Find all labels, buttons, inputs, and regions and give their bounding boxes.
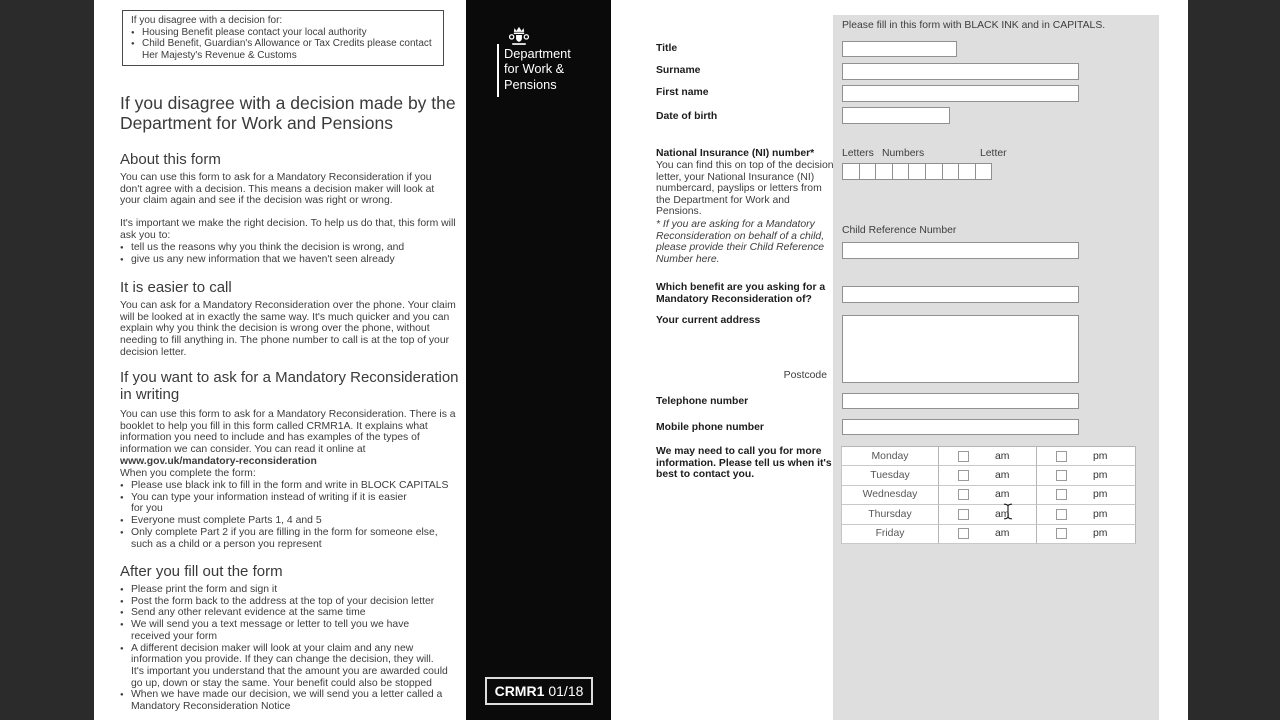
benefit-input[interactable] <box>842 286 1079 303</box>
gov-uk-link: www.gov.uk/mandatory-reconsideration <box>120 456 317 467</box>
thursday-am-label: am <box>995 508 1010 520</box>
tuesday-am-cell <box>939 466 1037 485</box>
tuesday-pm-cell <box>1037 466 1136 485</box>
after-bullet-1: ● Please print the form and sign it <box>120 584 456 596</box>
writing-bullet-2: ● You can type your information instead of writing if it is easier for you <box>120 492 420 515</box>
logo-vertical-rule <box>497 44 499 97</box>
monday-pm-cell <box>1037 447 1136 466</box>
address-input[interactable] <box>842 315 1079 383</box>
notice-bullet-housing: ● Housing Benefit please contact your local authority <box>131 27 437 39</box>
address-label: Your current address <box>656 315 761 326</box>
ni-cell-3[interactable] <box>875 163 893 180</box>
day-label-wednesday: Wednesday <box>842 486 939 505</box>
ni-letters-header: Letters <box>842 148 874 159</box>
disagree-notice-box <box>122 10 444 66</box>
page-title: If you disagree with a decision made by the Department for Work and Pensions <box>120 93 456 133</box>
friday-pm-cell <box>1037 525 1136 544</box>
dob-label: Date of birth <box>656 111 718 122</box>
after-bullet-4: ● We will send you a text message or letter to tell you we have received your form <box>120 619 430 642</box>
wednesday-pm-label: pm <box>1093 489 1108 501</box>
benefit-label: Which benefit are you asking for a Mandatory Reconsideration of? <box>656 282 826 305</box>
friday-am-cell <box>939 525 1037 544</box>
page-right <box>611 0 1188 720</box>
about-bullets <box>120 242 456 265</box>
postcode-label: Postcode <box>783 370 827 381</box>
wednesday-am-cell <box>939 486 1037 505</box>
friday-pm-checkbox[interactable] <box>1056 528 1067 539</box>
writing-heading: If you want to ask for a Mandatory Reconsideration in writing <box>120 369 459 403</box>
ni-cell-5[interactable] <box>908 163 926 180</box>
thursday-pm-cell <box>1037 505 1136 524</box>
page-left <box>94 0 466 720</box>
wednesday-pm-cell <box>1037 486 1136 505</box>
child-ref-input[interactable] <box>842 242 1079 259</box>
monday-am-checkbox[interactable] <box>958 451 969 462</box>
writing-bullet-4: ● Only complete Part 2 if you are filling in the form for someone else, such as a child or a person you represent <box>120 527 456 550</box>
dwp-line-2: for Work & <box>504 61 565 77</box>
writing-bullet-3: ● Everyone must complete Parts 1, 4 and 5 <box>120 515 456 527</box>
after-bullet-6: ● When we have made our decision, we will send you a letter called a Mandatory Reconsideration Notice <box>120 689 456 712</box>
letterbox-right <box>1188 0 1280 720</box>
form-code-box <box>485 677 593 705</box>
contact-time-note: We may need to call you for more information. Please tell us when it's best to contact you. <box>656 446 832 481</box>
ni-number-boxes[interactable] <box>842 163 992 180</box>
thursday-am-cell <box>939 505 1037 524</box>
writing-paragraph-2: When you complete the form: <box>120 468 256 479</box>
tuesday-pm-label: pm <box>1093 470 1108 482</box>
easier-heading: It is easier to call <box>120 279 232 296</box>
day-label-tuesday: Tuesday <box>842 466 939 485</box>
monday-am-label: am <box>995 450 1010 462</box>
notice-intro: If you disagree with a decision for: <box>131 15 283 26</box>
ni-help-text: You can find this on top of the decision letter, your National Insurance (NI) numbercard, payslips or letters from the Department for Work and Pensions. <box>656 160 834 218</box>
tuesday-am-checkbox[interactable] <box>958 470 969 481</box>
about-paragraph-2: It's important we make the right decision. To help us do that, this form will ask you to: <box>120 218 456 241</box>
firstname-input[interactable] <box>842 85 1079 102</box>
easier-paragraph: You can ask for a Mandatory Reconsideration over the phone. Your claim will be looked at in exactly the same way. It's much quicker and you can explain why you think the decision is wrong over the phone, without needing to fill anything in. The phone number to call is at the top of your decision letter. <box>120 300 456 358</box>
text-cursor-icon <box>1003 503 1013 525</box>
day-label-monday: Monday <box>842 447 939 466</box>
monday-pm-label: pm <box>1093 450 1108 462</box>
after-heading: After you fill out the form <box>120 563 283 580</box>
telephone-input[interactable] <box>842 393 1079 409</box>
thursday-pm-checkbox[interactable] <box>1056 509 1067 520</box>
monday-am-cell <box>939 447 1037 466</box>
contact-time-table <box>841 446 1136 544</box>
thursday-pm-label: pm <box>1093 508 1108 520</box>
dwp-logotype <box>504 46 571 92</box>
ni-child-note: * If you are asking for a Mandatory Reconsideration on behalf of a child, please provide their Child Reference Number here. <box>656 219 825 265</box>
title-input[interactable] <box>842 41 957 57</box>
telephone-label: Telephone number <box>656 396 749 407</box>
ni-cell-7[interactable] <box>942 163 960 180</box>
surname-input[interactable] <box>842 63 1079 80</box>
letterbox-left <box>0 0 94 720</box>
wednesday-am-label: am <box>995 489 1010 501</box>
child-ref-label: Child Reference Number <box>842 225 957 236</box>
firstname-label: First name <box>656 87 709 98</box>
about-bullet-1: ● tell us the reasons why you think the decision is wrong, and <box>120 242 456 254</box>
writing-paragraph-1: You can use this form to ask for a Mandatory Reconsideration. There is a booklet to help you fill in this form called CRMR1A. It explains what information you need to include and has examples of the types of information we can consider. You can read it online at <box>120 409 456 456</box>
friday-am-checkbox[interactable] <box>958 528 969 539</box>
cover-panel <box>466 0 611 720</box>
after-bullets <box>120 584 456 713</box>
mobile-input[interactable] <box>842 419 1079 435</box>
notice-bullet-hmrc: ● Child Benefit, Guardian's Allowance or Tax Credits please contact Her Majesty's Revenue & Customs <box>131 38 437 61</box>
surname-label: Surname <box>656 65 701 76</box>
ni-numbers-header: Numbers <box>882 148 925 159</box>
ni-letter-header: Letter <box>980 148 1007 159</box>
fill-instruction: Please fill in this form with BLACK INK and in CAPITALS. <box>842 20 1106 31</box>
ni-cell-1[interactable] <box>842 163 860 180</box>
thursday-am-checkbox[interactable] <box>958 509 969 520</box>
form-code: CRMR1 <box>494 683 545 699</box>
dob-input[interactable] <box>842 107 950 124</box>
wednesday-pm-checkbox[interactable] <box>1056 489 1067 500</box>
friday-pm-label: pm <box>1093 528 1108 540</box>
tuesday-am-label: am <box>995 470 1010 482</box>
ni-cell-2[interactable] <box>859 163 877 180</box>
ni-cell-9[interactable] <box>975 163 993 180</box>
form-version: 01/18 <box>548 683 584 699</box>
ni-cell-8[interactable] <box>958 163 976 180</box>
dwp-line-3: Pensions <box>504 76 557 92</box>
writing-bullets <box>120 480 456 550</box>
about-bullet-2: ● give us any new information that we haven't seen already <box>120 254 456 266</box>
about-heading: About this form <box>120 151 221 168</box>
mobile-label: Mobile phone number <box>656 422 764 433</box>
day-label-friday: Friday <box>842 525 939 544</box>
wednesday-am-checkbox[interactable] <box>958 489 969 500</box>
ni-cell-6[interactable] <box>925 163 943 180</box>
tuesday-pm-checkbox[interactable] <box>1056 470 1067 481</box>
dwp-line-1: Department <box>504 46 571 61</box>
ni-cell-4[interactable] <box>892 163 910 180</box>
writing-bullet-1: ● Please use black ink to fill in the form and write in BLOCK CAPITALS <box>120 480 456 492</box>
after-bullet-3: ● Send any other relevant evidence at the same time <box>120 607 456 619</box>
after-bullet-2: ● Post the form back to the address at the top of your decision letter <box>120 596 456 608</box>
day-label-thursday: Thursday <box>842 505 939 524</box>
ni-number-label: National Insurance (NI) number* <box>656 148 815 159</box>
after-bullet-5: ● A different decision maker will look at your claim and any new information you provide. If they can change the decision, they will. It's important you understand that the amount you are awarded could go up, down or stay the same. Your benefit could also be stopped <box>120 643 448 690</box>
friday-am-label: am <box>995 528 1010 540</box>
about-paragraph-1: You can use this form to ask for a Mandatory Reconsideration if you don't agree with a decision. This means a decision maker will look at your claim again and see if the decision was right or wrong. <box>120 172 435 207</box>
monday-pm-checkbox[interactable] <box>1056 451 1067 462</box>
title-label: Title <box>656 43 678 54</box>
